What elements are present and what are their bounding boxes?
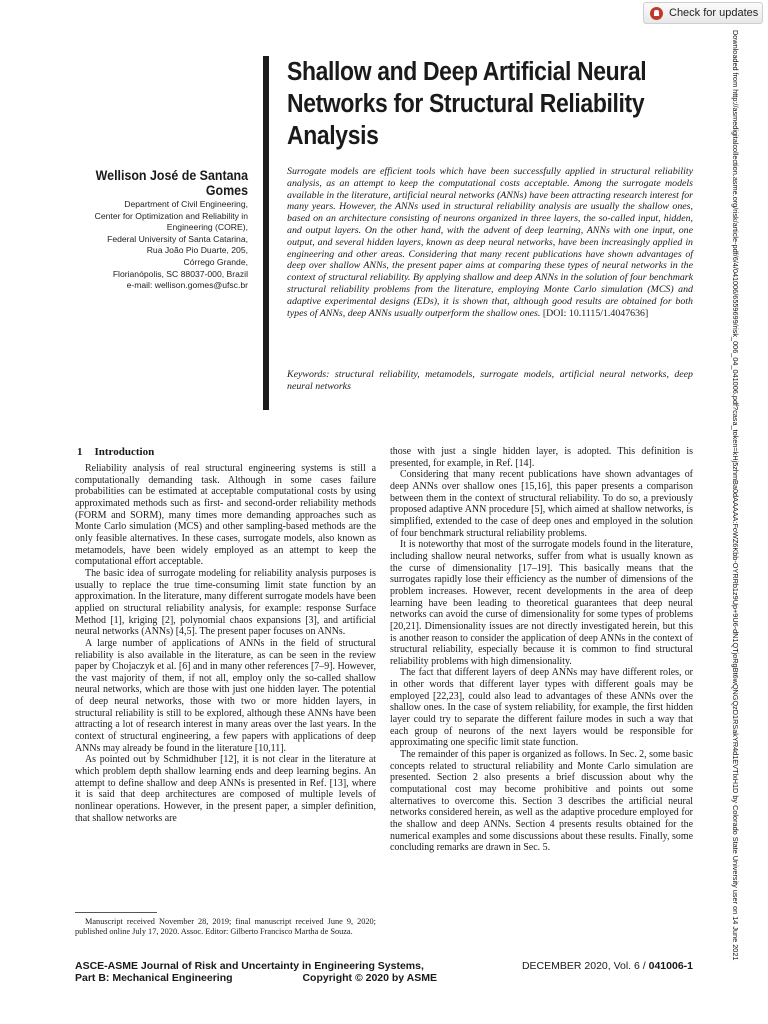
body-paragraph: those with just a single hidden layer, is adopted. This definition is presented, for example, in Ref. [14]. <box>390 446 693 469</box>
affiliation-line: Department of Civil Engineering, <box>124 199 248 209</box>
footnote-rule <box>75 912 157 913</box>
copyright: Copyright © 2020 by ASME <box>302 972 437 984</box>
affiliation-line: Florianópolis, SC 88037-000, Brazil <box>112 268 248 279</box>
keywords: Keywords: structural reliability, metamodels, surrogate models, artificial neural networks, deep neural networks <box>287 369 693 392</box>
body-paragraph: It is noteworthy that most of the surrogate models found in the literature, including shallow neural networks, suffer from what is usually known as the curse of dimensionality [17–19]. This basically means that the surrogates rapidly lose their efficiency as the number of dimensions of the problem increases. However, recent developments in the area of deep learning have been leading to theoretical guarantees that deep neural networks can avoid the curse of dimensionality for some types of problems [20,21]. Dimensionality issues are not directly investigated herein, but this is another reason to consider the application of deep ANNs in the context of structural reliability, especially because it is common to find structural reliability problems with high dimensionality. <box>390 539 693 667</box>
section-number: 1 <box>77 446 83 458</box>
body-paragraph: Reliability analysis of real structural engineering systems is still a computationally demanding task. Although in some cases failure probabilities can be estimated at acceptable computational costs by using approximated methods such as first- and second-order reliability methods (FORM and SORM), many times more demanding approaches such as Monte Carlo simulation (MCS) and other sampling-based methods are the only feasible alternatives. In these cases, surrogate models, also known as metamodels, have been widely employed as an attempt to keep the computational effort acceptable. <box>75 463 376 568</box>
page-number: 041006-1 <box>648 960 693 972</box>
body-paragraph: The fact that different layers of deep ANNs may have different roles, or in other words that different layer types with different goals may be employed [22,23], could also lead to advantages of these ANNs over the shallow ones. In the case of system reliability, for example, the first hidden layer could try to separate the different failure modes in such a way that each group of neurons of the next layers would be responsible for approximating one specific limit state function. <box>390 667 693 749</box>
journal-footer <box>75 960 475 984</box>
affiliation-line: Center for Optimization and Reliability in <box>94 210 248 221</box>
affiliation-line: Rua João Pio Duarte, 205, <box>146 245 248 256</box>
affiliation-line: Córrego Grande, <box>183 256 248 267</box>
body-paragraph: The basic idea of surrogate modeling for reliability analysis purposes is usually to replace the true time-consuming limit state function by an approximation. In the literature, many different surrogate models have been applied on structural reliability analysis, for example: response Surface Method [1], kriging [2], polynomial chaos expansions [3], and artificial neural networks (ANNs) [4,5]. The present paper focuses on ANNs. <box>75 567 376 638</box>
update-badge-icon <box>650 7 663 20</box>
paper-title: Shallow and Deep Artificial Neural Networks for Structural Reliability Analysis <box>287 58 647 150</box>
body-column-right <box>390 446 693 854</box>
doi-link[interactable]: [DOI: 10.1115/1.4047636] <box>542 307 649 319</box>
affiliation-line: Federal University of Santa Catarina, <box>107 233 248 244</box>
journal-name-line2: Part B: Mechanical Engineering <box>75 972 233 984</box>
author-affiliation <box>60 199 248 292</box>
journal-name-line1: ASCE-ASME Journal of Risk and Uncertainty in Engineering Systems, <box>75 960 424 972</box>
author-name: Wellison José de Santana Gomes <box>95 168 248 198</box>
check-for-updates-button[interactable] <box>643 2 763 24</box>
download-watermark <box>730 30 741 994</box>
body-column-left <box>75 463 376 824</box>
affiliation-line: Engineering (CORE), <box>166 222 248 233</box>
abstract-text: Surrogate models are efficient tools which have been successfully applied in structural reliability analysis, as an attempt to keep the computational costs acceptable. Among the surrogate models available in the literature, artificial neural networks (ANNs) have been attracting research interest for many years. However, the ANNs used in structural reliability analysis are usually the shallow ones, based on an architecture consisting of neurons organized in three layers, the so-called input, hidden, and output layers. On the other hand, with the advent of deep learning, ANNs with one input, one output, and several hidden layers, known as deep neural networks, have been increasingly applied in engineering and other areas. Considering that many recent publications have shown advantages of deep over shallow ANNs, the present paper aims at comparing these types of neural networks in the context of structural reliability. By applying shallow and deep ANNs in the solution of four benchmark structural reliability problems from the literature, employing Monte Carlo simulation (MCS) and adaptive experimental designs (EDs), it is shown that, although good results are obtained for both types of ANNs, deep ANNs usually outperform the shallow ones. <box>287 166 693 319</box>
issue-info <box>503 960 693 972</box>
body-paragraph: As pointed out by Schmidhuber [12], it is not clear in the literature at which problem depth shallow learning ends and deep learning begins. An attempt to define shallow and deep ANNs is presented in Ref. [13], where it is said that deep architectures are composed of multiple levels of nonlinear operations. However, in the present paper, a simpler definition, that shallow networks are <box>75 754 376 824</box>
body-paragraph: A large number of applications of ANNs in the field of structural reliability is also available in the literature, as can be seen in the review paper by Chojaczyk et al. [6] and in many other references [7–9]. However, the vast majority of them, if not all, employ only the so-called shallow neural networks, which are those with just one hidden layer. The potential of deep neural networks, those with two or more hidden layers, in structural reliability is still to be explored, although these ANNs have been attracting a lot of research interest in many areas over the last years. In the context of structural engineering, a few papers with applications of deep ANNs may already be found in the literature [10,11]. <box>75 637 376 754</box>
section-title: Introduction <box>94 446 155 458</box>
author-email[interactable]: e-mail: wellison.gomes@ufsc.br <box>126 280 248 291</box>
download-watermark-text: Downloaded from http://asmedigitalcollection.asme.org/risk/article-pdf/6/4/041006/6559699/risk_006_04_041006.pdf?casa_token=kHj5zhmBa0dAAAAA:FoWZ6Kbb-OYRRb1z9Up+9U6-dN1QTjoRgBt6wQNGQzD1RSakYR4d1EVTlxH1D by Colorado State University user on 14 June 2021 <box>731 30 740 961</box>
issue-date-volume: DECEMBER 2020, Vol. 6 / <box>521 960 646 972</box>
body-paragraph: Considering that many recent publications have shown advantages of deep ANNs over shallow ones [15,16], this paper presents a comparison between them in the context of structural reliability. To do so, a previously proposed adaptive ANN procedure [5], which aimed at shallow networks, is simplified, extended to the case of deep ones and employed in the solution of four benchmark structural reliability problems. <box>390 469 693 539</box>
section-heading <box>77 446 154 458</box>
body-paragraph: The remainder of this paper is organized as follows. In Sec. 2, some basic concepts related to structural reliability and Monte Carlo simulation are presented. Section 2 also presents a brief discussion about why the computational cost may become prohibitive and points out some alternatives to overcome this. Section 3 describes the artificial neural networks considered herein, as well as the adaptive procedure employed for the shallow and deep ANNs. Section 4 presents results obtained for the numerical examples and some discussions about these results. Finally, some concluding remarks are drawn in Sec. 5. <box>390 749 693 854</box>
footnote <box>75 917 376 937</box>
footnote-text: Manuscript received November 28, 2019; final manuscript received June 9, 2020; published online July 17, 2020. Assoc. Editor: Gilberto Francisco Martha de Souza. <box>75 917 376 936</box>
check-for-updates-label: Check for updates <box>669 7 759 19</box>
title-bar-rule <box>263 56 269 410</box>
abstract <box>287 166 693 319</box>
